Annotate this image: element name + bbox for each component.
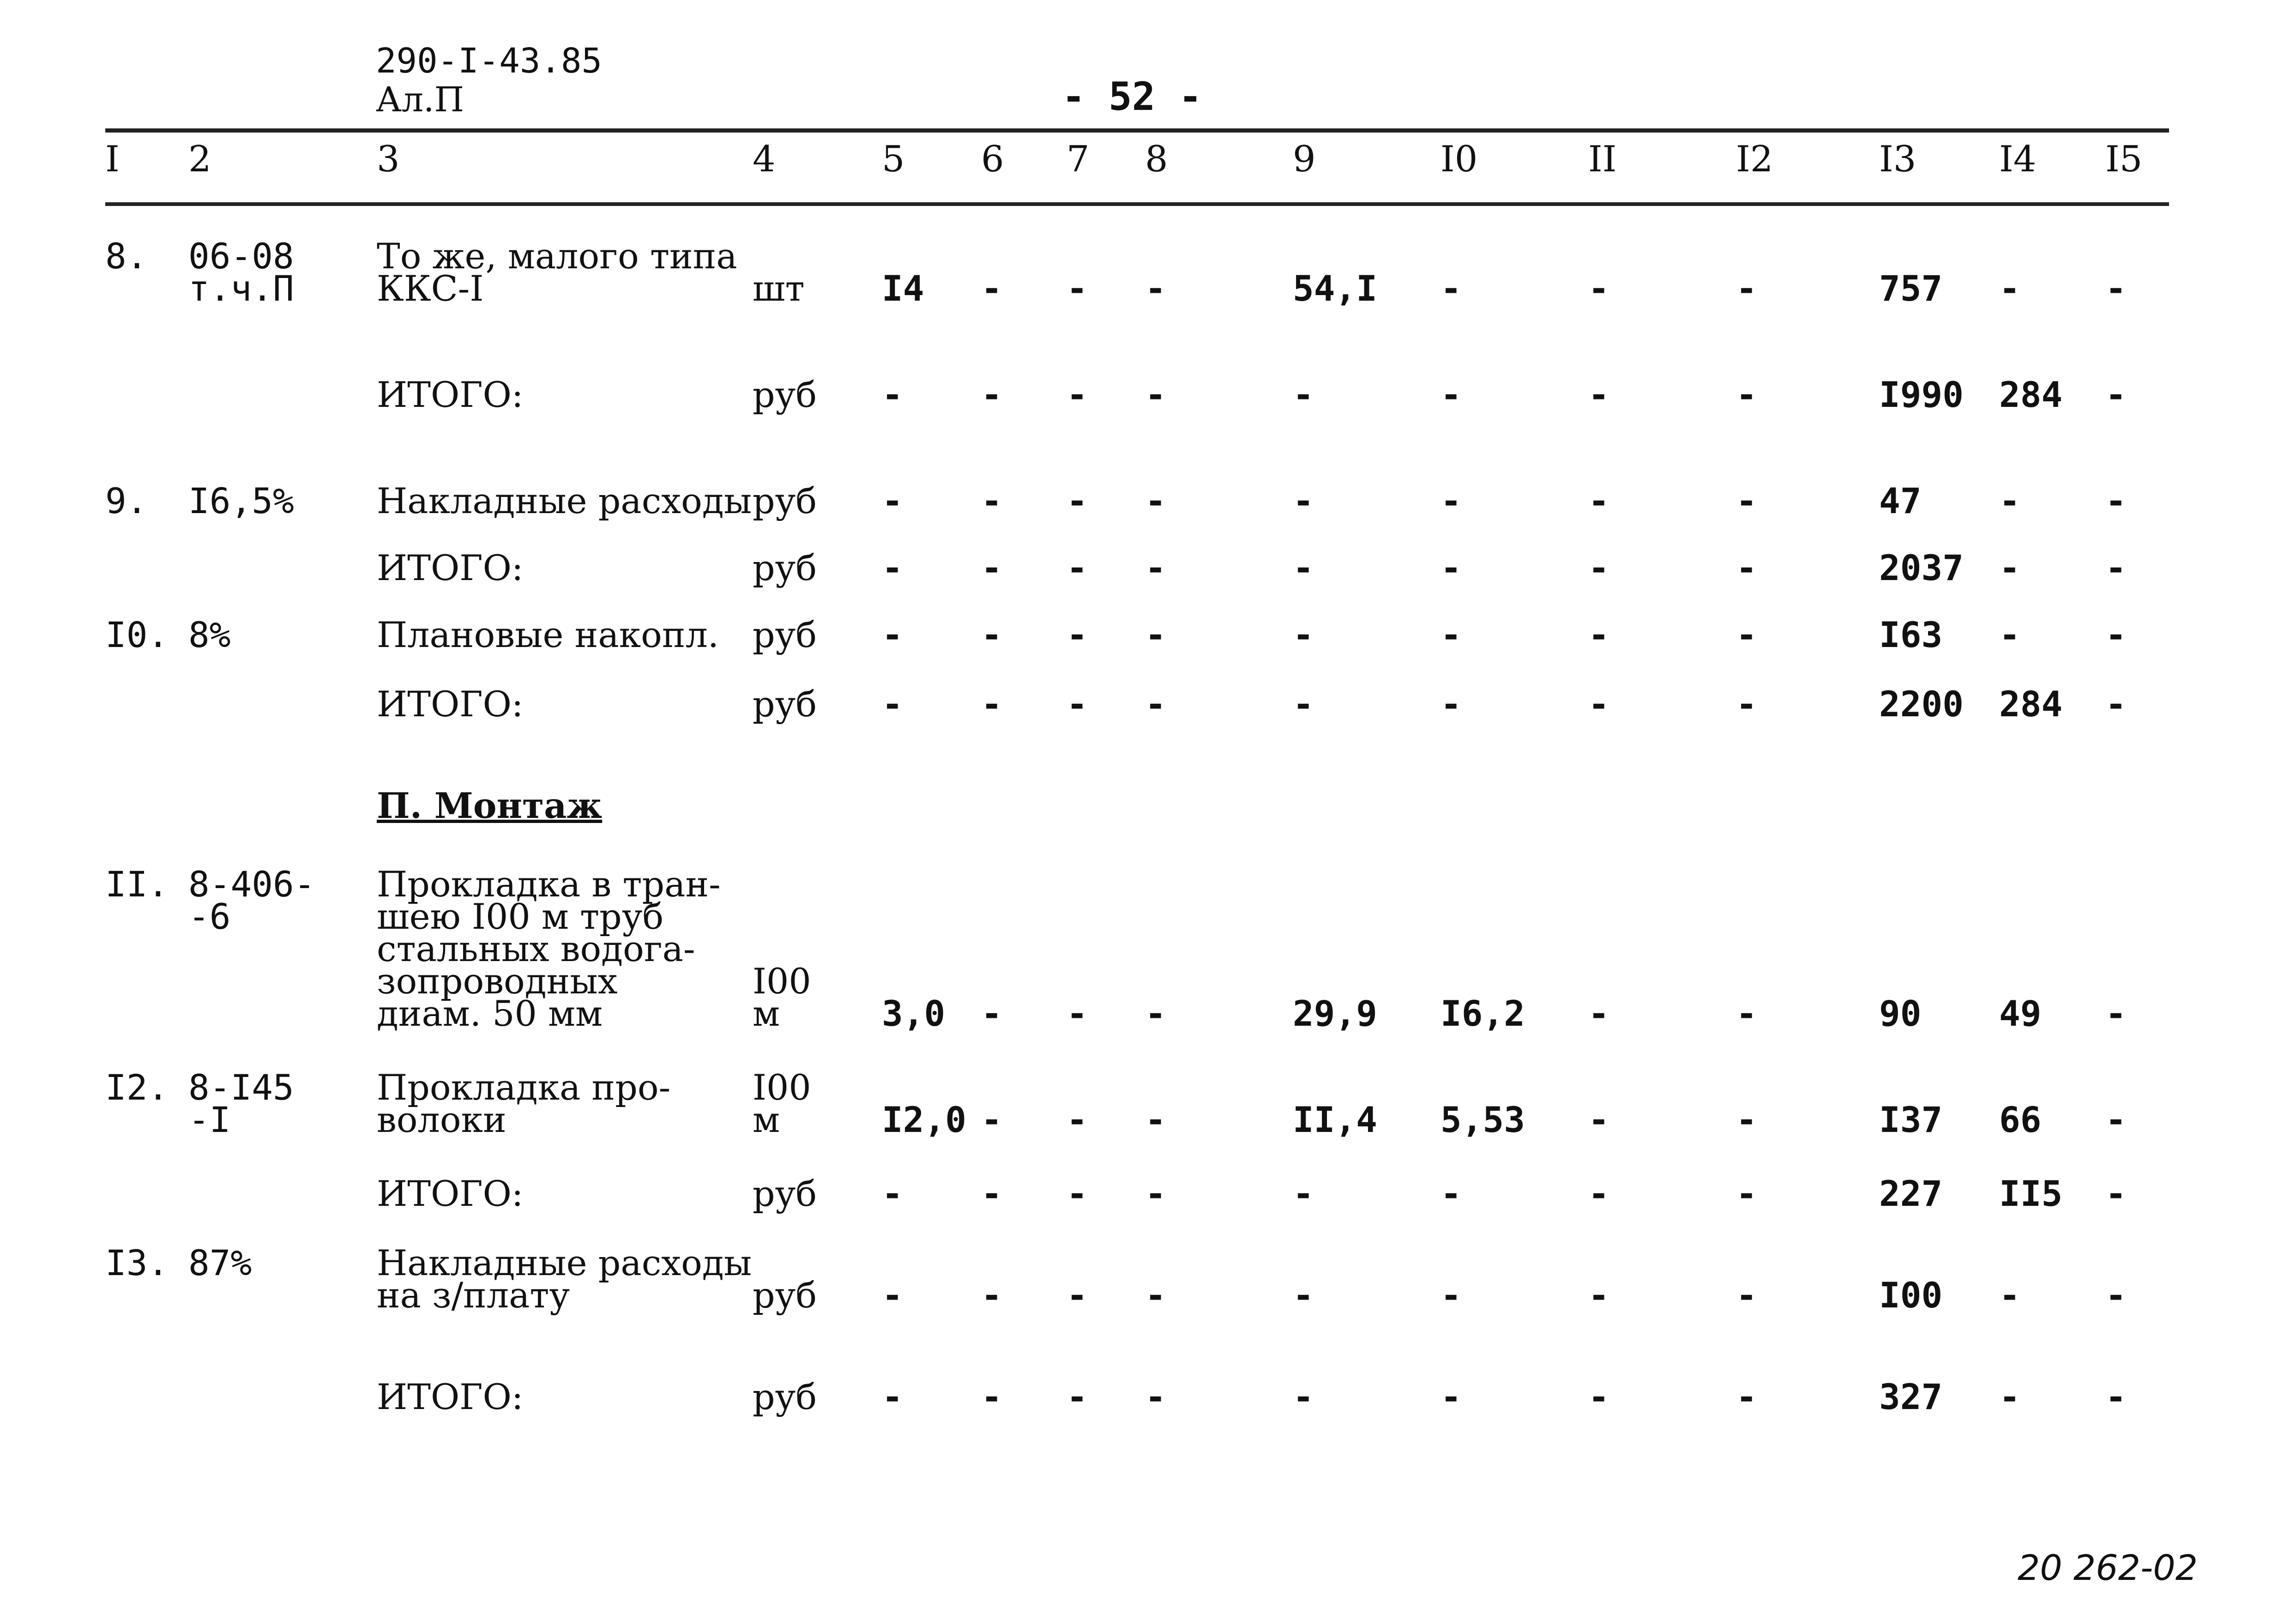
table-cell: руб xyxy=(753,1376,817,1417)
table-cell: - xyxy=(1588,1275,1609,1316)
table-cell: 227 xyxy=(1879,1173,1943,1214)
table-cell: II. xyxy=(105,864,169,905)
table-cell: - xyxy=(882,684,903,725)
table-cell: Накладные расходы xyxy=(377,480,752,521)
table-cell: I63 xyxy=(1879,614,1943,655)
table-cell: - xyxy=(1588,1099,1609,1140)
table-cell: - xyxy=(2105,1376,2127,1417)
table-cell: - xyxy=(981,1173,1002,1214)
table-cell: - xyxy=(1145,614,1166,655)
table-cell: руб xyxy=(753,614,817,655)
table-cell: 2037 xyxy=(1879,547,1964,588)
table-cell: - xyxy=(1736,547,1757,588)
table-cell: - xyxy=(1067,374,1088,415)
column-header: 2 xyxy=(188,139,211,180)
table-cell: - xyxy=(981,684,1002,725)
table-cell: - xyxy=(981,1099,1002,1140)
table-cell: - xyxy=(1293,374,1314,415)
table-cell: руб xyxy=(753,684,817,725)
table-cell: - xyxy=(1440,1275,1462,1316)
table-cell: - xyxy=(1440,374,1462,415)
column-header: 7 xyxy=(1067,139,1090,180)
sheet-label: Ал.П xyxy=(376,80,464,120)
footer-code: 20 262-02 xyxy=(2018,1547,2198,1588)
table-cell: - xyxy=(1145,268,1166,309)
table-cell: Плановые накопл. xyxy=(377,614,719,655)
table-cell: - xyxy=(1293,684,1314,725)
table-cell: 47 xyxy=(1879,480,1922,521)
table-cell: 757 xyxy=(1879,268,1943,309)
table-cell: - xyxy=(1999,547,2020,588)
table-cell: - xyxy=(1588,374,1609,415)
table-cell: 327 xyxy=(1879,1376,1943,1417)
table-cell: - xyxy=(2105,1275,2127,1316)
table-cell: - xyxy=(1736,374,1757,415)
table-cell: 06-08 т.ч.П xyxy=(188,236,294,309)
table-cell: - xyxy=(1440,268,1462,309)
table-cell: - xyxy=(1440,1173,1462,1214)
table-cell: - xyxy=(981,480,1002,521)
table-cell: I37 xyxy=(1879,1099,1943,1140)
table-cell: 284 xyxy=(1999,684,2063,725)
header-top-rule xyxy=(105,128,2169,133)
table-cell: ИТОГО: xyxy=(377,1173,524,1214)
column-header: I0 xyxy=(1440,139,1478,180)
table-cell: - xyxy=(1145,547,1166,588)
table-cell: - xyxy=(1067,1275,1088,1316)
table-cell: - xyxy=(1440,480,1462,521)
table-cell: - xyxy=(1145,993,1166,1034)
column-header: I xyxy=(105,139,120,180)
table-cell: Прокладка в тран- шею I00 м труб стальных водога- зопроводных диам. 50 мм xyxy=(377,864,721,1034)
table-cell: - xyxy=(1736,268,1757,309)
table-cell: - xyxy=(1440,1376,1462,1417)
table-cell: - xyxy=(1145,1173,1166,1214)
table-cell: - xyxy=(981,547,1002,588)
table-cell: - xyxy=(1999,268,2020,309)
document-code: 290-I-43.85 xyxy=(376,41,603,81)
table-cell: - xyxy=(882,547,903,588)
table-cell: - xyxy=(882,374,903,415)
table-cell: - xyxy=(1736,993,1757,1034)
table-cell: I00 xyxy=(1879,1275,1943,1316)
table-cell: I6,2 xyxy=(1440,993,1525,1034)
table-cell: - xyxy=(981,268,1002,309)
table-cell: - xyxy=(1067,993,1088,1034)
table-cell: - xyxy=(1999,1376,2020,1417)
table-cell: ИТОГО: xyxy=(377,374,524,415)
table-cell: - xyxy=(1736,1275,1757,1316)
table-cell: - xyxy=(1440,614,1462,655)
column-header: 9 xyxy=(1293,139,1316,180)
column-header: 6 xyxy=(981,139,1004,180)
table-cell: - xyxy=(981,993,1002,1034)
column-header: I2 xyxy=(1736,139,1773,180)
table-cell: - xyxy=(1145,480,1166,521)
table-cell: 49 xyxy=(1999,993,2042,1034)
table-cell: - xyxy=(2105,480,2127,521)
table-cell: - xyxy=(1736,684,1757,725)
table-cell: - xyxy=(1293,1275,1314,1316)
table-cell: - xyxy=(1067,1173,1088,1214)
table-cell: I00 м xyxy=(753,1067,811,1140)
table-cell: То же, малого типа ККС-I xyxy=(377,236,737,309)
table-cell: II5 xyxy=(1999,1173,2063,1214)
table-cell: - xyxy=(1145,1376,1166,1417)
table-cell: - xyxy=(1999,480,2020,521)
table-cell: - xyxy=(882,1275,903,1316)
table-cell: 8. xyxy=(105,236,148,277)
table-cell: - xyxy=(1588,993,1609,1034)
table-cell: - xyxy=(1736,480,1757,521)
table-cell: I3. xyxy=(105,1242,169,1283)
table-cell: I2,0 xyxy=(882,1099,967,1140)
table-cell: - xyxy=(1588,547,1609,588)
table-cell: I4 xyxy=(882,268,924,309)
table-cell: - xyxy=(882,1173,903,1214)
table-cell: - xyxy=(1999,614,2020,655)
table-cell: - xyxy=(1736,1173,1757,1214)
table-cell: - xyxy=(2105,684,2127,725)
table-cell: - xyxy=(1145,1275,1166,1316)
table-cell: - xyxy=(1067,684,1088,725)
table-cell: - xyxy=(1588,480,1609,521)
table-cell: - xyxy=(1145,374,1166,415)
table-cell: - xyxy=(1588,684,1609,725)
table-cell: 54,I xyxy=(1293,268,1378,309)
column-header: I5 xyxy=(2105,139,2143,180)
column-header: 8 xyxy=(1145,139,1168,180)
header-bottom-rule xyxy=(105,202,2169,206)
table-cell: - xyxy=(2105,268,2127,309)
table-cell: руб xyxy=(753,1173,817,1214)
table-cell: - xyxy=(1067,268,1088,309)
column-header: 4 xyxy=(753,139,776,180)
table-cell: - xyxy=(1736,1376,1757,1417)
table-cell: - xyxy=(1293,480,1314,521)
table-cell: Прокладка про- волоки xyxy=(377,1067,671,1140)
table-cell: - xyxy=(882,1376,903,1417)
table-cell: II,4 xyxy=(1293,1099,1378,1140)
table-cell: руб xyxy=(753,374,817,415)
table-cell: 29,9 xyxy=(1293,993,1378,1034)
table-cell: руб xyxy=(753,547,817,588)
table-cell: - xyxy=(1067,1376,1088,1417)
table-cell: 5,53 xyxy=(1440,1099,1525,1140)
table-cell: - xyxy=(1588,1173,1609,1214)
table-cell: 8% xyxy=(188,614,231,655)
table-cell: - xyxy=(1067,1099,1088,1140)
table-cell: I0. xyxy=(105,614,169,655)
table-cell: - xyxy=(981,614,1002,655)
table-cell: Накладные расходы на з/плату xyxy=(377,1242,752,1316)
column-header: 3 xyxy=(377,139,400,180)
column-header: 5 xyxy=(882,139,905,180)
table-cell: 90 xyxy=(1879,993,1922,1034)
table-cell: - xyxy=(1293,1376,1314,1417)
table-cell: - xyxy=(1067,547,1088,588)
page-number: - 52 - xyxy=(1062,74,1202,119)
table-cell: - xyxy=(1067,614,1088,655)
table-cell: - xyxy=(1999,1275,2020,1316)
table-cell: 8-406- -6 xyxy=(188,864,315,937)
table-cell: - xyxy=(1440,547,1462,588)
table-cell: ИТОГО: xyxy=(377,547,524,588)
table-cell: - xyxy=(1736,1099,1757,1140)
table-cell: 2200 xyxy=(1879,684,1964,725)
table-cell: - xyxy=(1067,480,1088,521)
table-cell: руб xyxy=(753,480,817,521)
table-cell: - xyxy=(1588,614,1609,655)
table-cell: - xyxy=(2105,993,2127,1034)
table-cell: - xyxy=(2105,1173,2127,1214)
table-cell: - xyxy=(1293,547,1314,588)
table-cell: - xyxy=(1145,1099,1166,1140)
table-cell: 284 xyxy=(1999,374,2063,415)
table-cell: I6,5% xyxy=(188,480,294,521)
table-cell: - xyxy=(2105,547,2127,588)
table-cell: - xyxy=(2105,614,2127,655)
table-cell: ИТОГО: xyxy=(377,684,524,725)
table-cell: шт xyxy=(753,268,805,309)
table-cell: - xyxy=(981,1376,1002,1417)
table-cell: 3,0 xyxy=(882,993,946,1034)
section-title: П. Монтаж xyxy=(377,785,603,826)
table-cell: 8-I45 -I xyxy=(188,1067,294,1140)
table-cell: - xyxy=(882,480,903,521)
table-cell: I00 м xyxy=(753,961,811,1034)
table-cell: I990 xyxy=(1879,374,1964,415)
column-header: II xyxy=(1588,139,1617,180)
column-header: I4 xyxy=(1999,139,2037,180)
table-cell: 9. xyxy=(105,480,148,521)
table-cell: - xyxy=(2105,374,2127,415)
table-cell: - xyxy=(882,614,903,655)
table-cell: - xyxy=(1293,1173,1314,1214)
table-cell: - xyxy=(981,1275,1002,1316)
table-cell: 66 xyxy=(1999,1099,2042,1140)
table-cell: - xyxy=(1736,614,1757,655)
table-cell: ИТОГО: xyxy=(377,1376,524,1417)
table-cell: - xyxy=(1588,1376,1609,1417)
table-cell: - xyxy=(981,374,1002,415)
table-cell: 87% xyxy=(188,1242,252,1283)
table-cell: - xyxy=(1588,268,1609,309)
table-cell: - xyxy=(1440,684,1462,725)
table-cell: - xyxy=(1145,684,1166,725)
table-cell: руб xyxy=(753,1275,817,1316)
column-header: I3 xyxy=(1879,139,1916,180)
table-cell: - xyxy=(1293,614,1314,655)
table-cell: I2. xyxy=(105,1067,169,1108)
table-cell: - xyxy=(2105,1099,2127,1140)
